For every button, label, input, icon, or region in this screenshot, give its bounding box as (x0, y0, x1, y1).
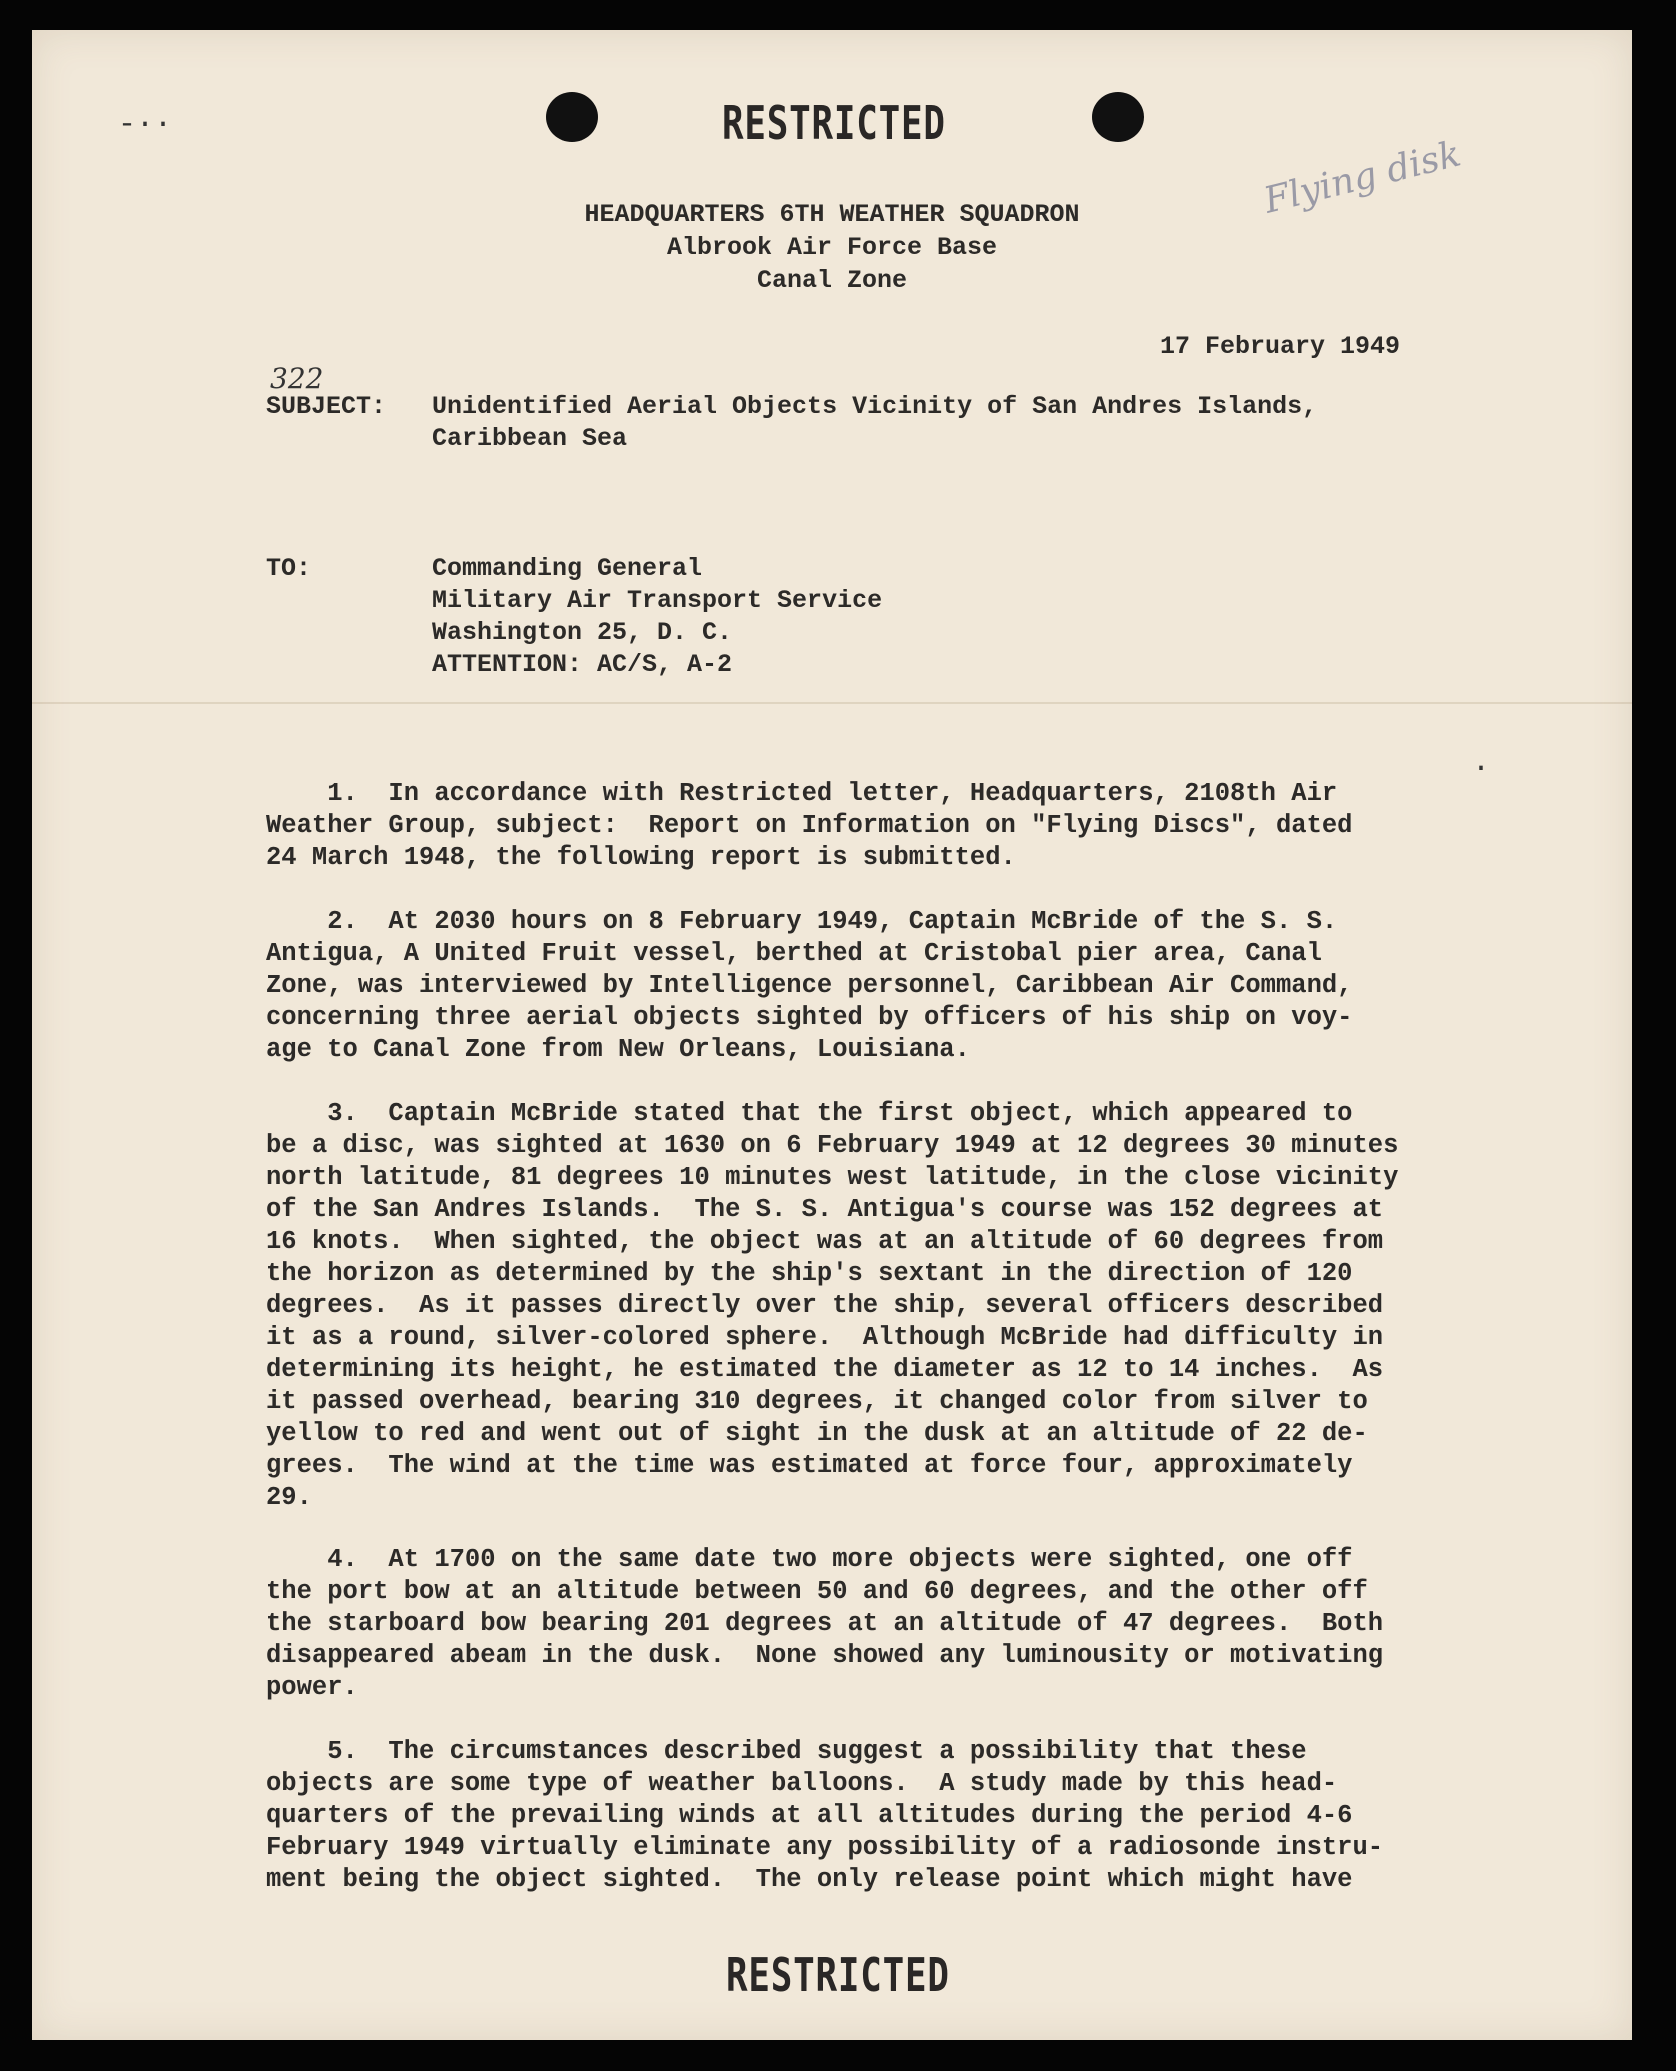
paragraph-line: it passed overhead, bearing 310 degrees, it changed color from silver to (266, 1387, 1368, 1416)
paragraph-line: 1. In accordance with Restricted letter, Headquarters, 2108th Air (266, 779, 1338, 808)
paragraph-line: objects are some type of weather balloons. A study made by this head- (266, 1769, 1338, 1798)
subject-line1: Unidentified Aerial Objects Vicinity of San Andres Islands, (432, 392, 1318, 421)
paragraph-line: the starboard bow bearing 201 degrees at an altitude of 47 degrees. Both (266, 1609, 1384, 1638)
paragraph-line: Antigua, A United Fruit vessel, berthed at Cristobal pier area, Canal (266, 939, 1322, 968)
restricted-stamp-top: RESTRICTED (722, 96, 946, 150)
paragraph-line: it as a round, silver-colored sphere. Although McBride had difficulty in (266, 1323, 1384, 1352)
paragraph-line: of the San Andres Islands. The S. S. Antigua's course was 152 degrees at (266, 1195, 1384, 1224)
paragraph-line: 16 knots. When sighted, the object was at an altitude of 60 degrees from (266, 1227, 1384, 1256)
fold-crease (32, 702, 1632, 704)
subject-label: SUBJECT: (266, 392, 387, 421)
to-line4: ATTENTION: AC/S, A-2 (432, 650, 733, 679)
paragraph-line: north latitude, 81 degrees 10 minutes west latitude, in the close vicinity (266, 1163, 1399, 1192)
paragraph-line: February 1949 virtually eliminate any possibility of a radiosonde instru- (266, 1833, 1384, 1862)
paragraph-line: determining its height, he estimated the diameter as 12 to 14 inches. As (266, 1355, 1384, 1384)
file-number: 322 (270, 362, 324, 395)
paragraph-line: 2. At 2030 hours on 8 February 1949, Captain McBride of the S. S. (266, 907, 1338, 936)
stray-mark-top-left: -·· (118, 108, 173, 142)
paragraph-line: 3. Captain McBride stated that the first object, which appeared to (266, 1099, 1353, 1128)
paragraph-line: grees. The wind at the time was estimated at force four, approximately (266, 1451, 1353, 1480)
paragraph-3 (266, 1098, 1398, 1514)
subject-line2: Caribbean Sea (432, 424, 628, 453)
letterhead-line1: HEADQUARTERS 6TH WEATHER SQUADRON (584, 200, 1080, 229)
document-page (32, 30, 1632, 2040)
paragraph-line: disappeared abeam in the dusk. None showed any luminousity or motivating (266, 1641, 1384, 1670)
stray-mark-right: · (1472, 752, 1491, 786)
paragraph-line: Zone, was interviewed by Intelligence personnel, Caribbean Air Command, (266, 971, 1353, 1000)
paragraph-line: ment being the object sighted. The only release point which might have (266, 1865, 1353, 1894)
to-line2: Military Air Transport Service (432, 586, 883, 615)
paragraph-line: power. (266, 1673, 358, 1702)
paragraph-line: concerning three aerial objects sighted by officers of his ship on voy- (266, 1003, 1353, 1032)
paragraph-4 (266, 1544, 1383, 1704)
letterhead-line3: Canal Zone (756, 266, 908, 295)
punch-hole-left (546, 92, 598, 142)
paragraph-line: 29. (266, 1483, 312, 1512)
to-line3: Washington 25, D. C. (432, 618, 733, 647)
paragraph-line: age to Canal Zone from New Orleans, Louisiana. (266, 1035, 970, 1064)
handwritten-note: Flying disk (1260, 133, 1465, 222)
paragraph-5 (266, 1736, 1383, 1896)
letterhead-line2: Albrook Air Force Base (666, 233, 998, 262)
to-label: TO: (266, 554, 312, 583)
paragraph-line: 5. The circumstances described suggest a possibility that these (266, 1737, 1307, 1766)
paragraph-line: 4. At 1700 on the same date two more objects were sighted, one off (266, 1545, 1353, 1574)
paragraph-1 (266, 778, 1352, 874)
paragraph-line: quarters of the prevailing winds at all altitudes during the period 4-6 (266, 1801, 1353, 1830)
letter-date: 17 February 1949 (1160, 332, 1401, 361)
restricted-stamp-bottom: RESTRICTED (726, 1948, 950, 2002)
paragraph-line: degrees. As it passes directly over the ship, several officers described (266, 1291, 1384, 1320)
paragraph-line: the horizon as determined by the ship's sextant in the direction of 120 (266, 1259, 1353, 1288)
to-line1: Commanding General (432, 554, 703, 583)
punch-hole-right (1092, 92, 1144, 142)
paragraph-line: 24 March 1948, the following report is submitted. (266, 843, 1016, 872)
paragraph-line: Weather Group, subject: Report on Information on "Flying Discs", dated (266, 811, 1353, 840)
paragraph-2 (266, 906, 1352, 1066)
paragraph-line: the port bow at an altitude between 50 and 60 degrees, and the other off (266, 1577, 1368, 1606)
paragraph-line: be a disc, was sighted at 1630 on 6 February 1949 at 12 degrees 30 minutes (266, 1131, 1399, 1160)
paragraph-line: yellow to red and went out of sight in the dusk at an altitude of 22 de- (266, 1419, 1368, 1448)
